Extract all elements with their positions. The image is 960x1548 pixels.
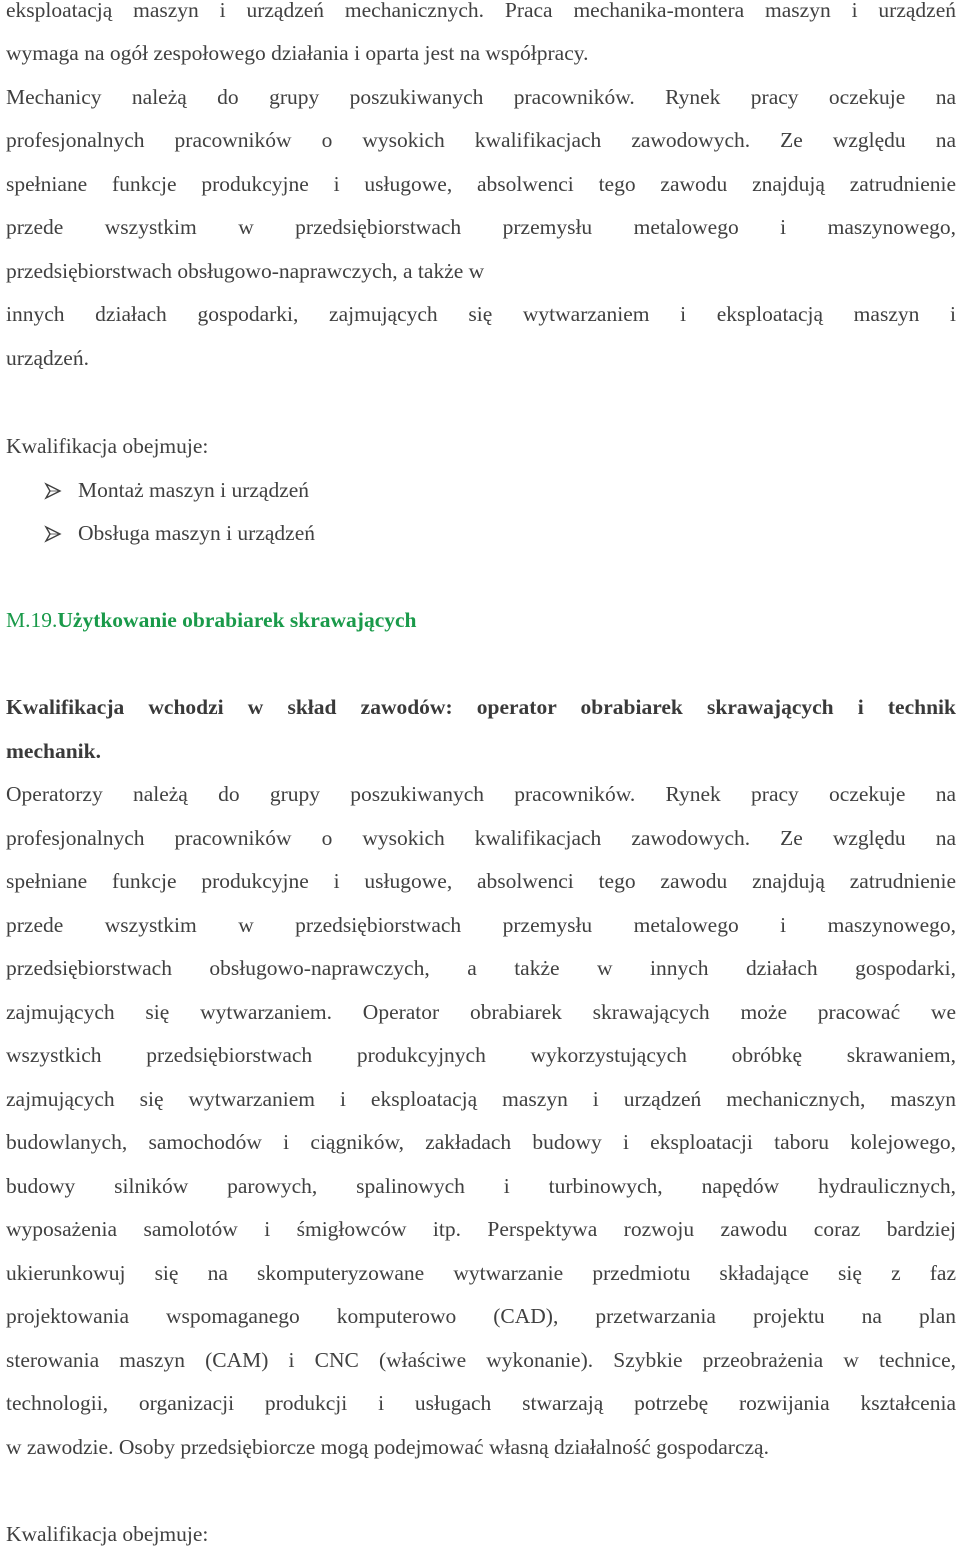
para1-line-1: eksploatacją maszyn i urządzeń mechanicznych. Praca mechanika-montera maszyn i urządzeń: [6, 0, 956, 22]
arrow-bullet-icon: [44, 476, 78, 504]
para1-line-3: Mechanicy należą do grupy poszukiwanych pracowników. Rynek pracy oczekuje na: [6, 85, 956, 109]
para2-line-9: budowlanych, samochodów i ciągników, zakładach budowy i eksploatacji taboru kolejowego,: [6, 1130, 956, 1154]
para2-line-16: w zawodzie. Osoby przedsiębiorcze mogą podejmować własną działalność gospodarczą.: [6, 1435, 769, 1459]
qual1-item-1-label: Montaż maszyn i urządzeń: [78, 478, 310, 502]
para2-line-3: spełniane funkcje produkcyjne i usługowe, absolwenci tego zawodu znajdują zatrudnienie: [6, 869, 956, 893]
bold-line-2: mechanik.: [6, 739, 101, 763]
para2-line-2: profesjonalnych pracowników o wysokich kwalifikacjach zawodowych. Ze względu na: [6, 826, 956, 850]
section-heading: [6, 606, 956, 634]
qual2-label: Kwalifikacja obejmuje:: [6, 1522, 209, 1546]
para2-line-10: budowy silników parowych, spalinowych i turbinowych, napędów hydraulicznych,: [6, 1174, 956, 1198]
para1-line-4: profesjonalnych pracowników o wysokich kwalifikacjach zawodowych. Ze względu na: [6, 128, 956, 152]
qual1-item-1: [44, 476, 309, 504]
qual1-item-2-label: Obsługa maszyn i urządzeń: [78, 521, 316, 545]
para2-line-6: zajmujących się wytwarzaniem. Operator obrabiarek skrawających może pracować we: [6, 1000, 956, 1024]
qual1-label: Kwalifikacja obejmuje:: [6, 434, 209, 458]
para2-line-14: sterowania maszyn (CAM) i CNC (właściwe wykonanie). Szybkie przeobrażenia w technice,: [6, 1348, 956, 1372]
para1-line-5: spełniane funkcje produkcyjne i usługowe, absolwenci tego zawodu znajdują zatrudnienie: [6, 172, 956, 196]
para1-line-7: przedsiębiorstwach obsługowo-naprawczych, a także w: [6, 259, 485, 283]
para2-line-13: projektowania wspomaganego komputerowo (CAD), przetwarzania projektu na plan: [6, 1304, 956, 1328]
qual1-item-2: [44, 519, 315, 547]
para2-line-7: wszystkich przedsiębiorstwach produkcyjnych wykorzystujących obróbkę skrawaniem,: [6, 1043, 956, 1067]
para2-line-15: technologii, organizacji produkcji i usługach stwarzają potrzebę rozwijania kształcenia: [6, 1391, 956, 1415]
para1-line-2: wymaga na ogół zespołowego działania i oparta jest na współpracy.: [6, 41, 589, 65]
para2-line-5: przedsiębiorstwach obsługowo-naprawczych, a także w innych działach gospodarki,: [6, 956, 956, 980]
bold-line-1: Kwalifikacja wchodzi w skład zawodów: operator obrabiarek skrawających i technik: [6, 695, 956, 719]
section-title: Użytkowanie obrabiarek skrawających: [57, 608, 417, 632]
para2-line-4: przede wszystkim w przedsiębiorstwach przemysłu metalowego i maszynowego,: [6, 913, 956, 937]
para1-line-9: urządzeń.: [6, 346, 89, 370]
para2-line-8: zajmujących się wytwarzaniem i eksploatacją maszyn i urządzeń mechanicznych, maszyn: [6, 1087, 956, 1111]
para1-line-6: przede wszystkim w przedsiębiorstwach przemysłu metalowego i maszynowego,: [6, 215, 956, 239]
para2-line-1: Operatorzy należą do grupy poszukiwanych pracowników. Rynek pracy oczekuje na: [6, 782, 956, 806]
arrow-bullet-icon: [44, 519, 78, 547]
para1-line-8: innych działach gospodarki, zajmujących się wytwarzaniem i eksploatacją maszyn i: [6, 302, 956, 326]
para2-line-11: wyposażenia samolotów i śmigłowców itp. Perspektywa rozwoju zawodu coraz bardziej: [6, 1217, 956, 1241]
section-code: M.19.: [6, 608, 58, 632]
para2-line-12: ukierunkowuj się na skomputeryzowane wytwarzanie przedmiotu składające się z faz: [6, 1261, 956, 1285]
